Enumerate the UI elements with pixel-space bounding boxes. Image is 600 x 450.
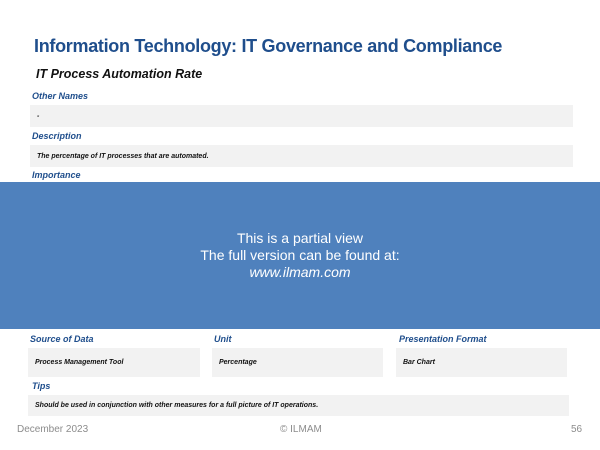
source-of-data-label: Source of Data [30,334,94,344]
partial-view-banner [0,182,600,329]
presentation-format-label: Presentation Format [399,334,487,344]
importance-label: Importance [32,170,81,180]
presentation-format-value: Bar Chart [396,348,567,377]
description-value: The percentage of IT processes that are automated. [30,145,573,167]
banner-url-link[interactable]: www.ilmam.com [249,264,351,280]
description-label: Description [32,131,82,141]
footer-copyright: © ILMAM [280,424,322,435]
page-number: 56 [571,424,583,435]
unit-label: Unit [214,334,232,344]
source-of-data-value: Process Management Tool [28,348,200,377]
other-names-label: Other Names [32,91,89,101]
footer-date: December 2023 [17,424,89,435]
banner-line-2: The full version can be found at: [200,247,400,263]
page-title: Information Technology: IT Governance and Compliance [34,36,503,56]
tips-label: Tips [32,381,51,391]
tips-value: Should be used in conjunction with other measures for a full picture of IT operations. [28,395,569,416]
kpi-name: IT Process Automation Rate [36,67,203,81]
unit-value: Percentage [212,348,383,377]
banner-line-1: This is a partial view [236,230,364,246]
other-names-value: - [30,105,573,127]
